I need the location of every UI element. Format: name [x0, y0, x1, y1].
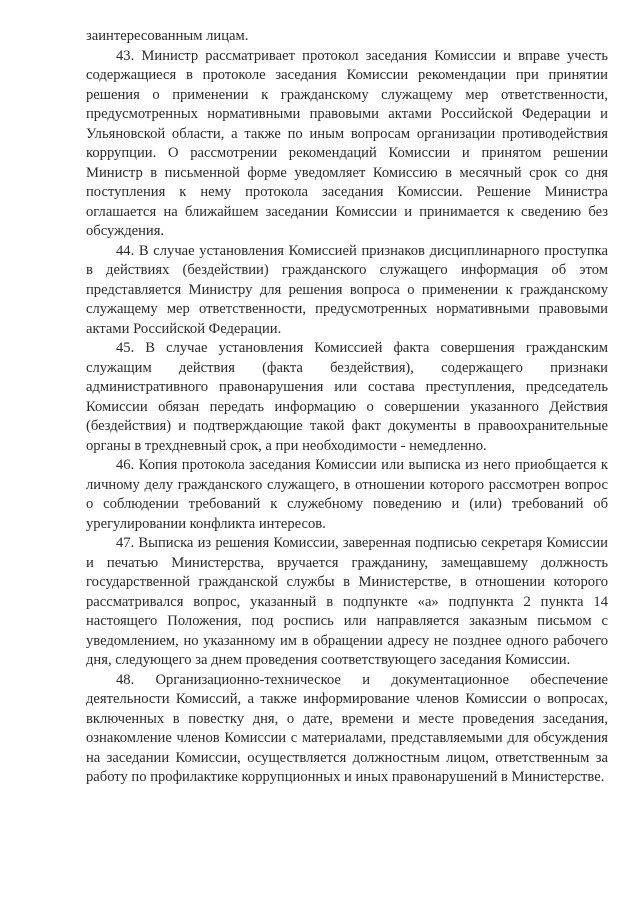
paragraph-45: 45. В случае установления Комиссией факта совершения гражданским служащим действия (факта бездействия), содержащего признаки административного правонарушения или состава преступления, председатель Комиссии обязан передать информацию о совершении указанного Действия (бездействия) и подтверждающие такой факт документы в правоохранительные органы в трехдневный срок, а при необходимости - немедленно.: [86, 340, 608, 454]
paragraph-47: 47. Выписка из решения Комиссии, заверенная подписью секретаря Комиссии и печатью Министерства, вручается гражданину, замещавшему должность государственной гражданской службы в Министерстве, в отношении которого рассматривался вопрос, указанный в подпункте «а» подпункта 2 пункта 14 настоящего Положения, под роспись или направляется заказным письмом с уведомлением, но указанному им в обращении адресу не позднее одного рабочего дня, следующего за днем проведения соответствующего заседания Комиссии.: [86, 535, 608, 668]
paragraph-44: 44. В случае установления Комиссией признаков дисциплинарного проступка в действиях (бездействии) гражданского служащего информация об этом представляется Министру для решения вопроса о применении к гражданскому служащему мер ответственности, предусмотренных нормативными правовыми актами Российской Федерации.: [86, 242, 608, 337]
paragraph-46: 46. Копия протокола заседания Комиссии или выписка из него приобщается к личному делу гражданского служащего, в отношении которого рассмотрен вопрос о соблюдении требований к служебному поведению и (или) требований об урегулировании конфликта интересов.: [86, 457, 608, 532]
paragraph-43: 43. Министр рассматривает протокол заседания Комиссии и вправе учесть содержащиеся в протоколе заседания Комиссии рекомендации при принятии решения о применении к гражданскому служащему мер ответственности, предусмотренных нормативными правовыми актами Российской Федерации и Ульяновской области, а также по иным вопросам организации противодействия коррупции. О рассмотрении рекомендаций Комиссии и принятом решении Министр в письменной форме уведомляет Комиссию в месячный срок со дня поступления к нему протокола заседания Комиссии. Решение Министра оглашается на ближайшем заседании Комиссии и принимается к сведению без обсуждения.: [86, 47, 608, 239]
paragraph-48: 48. Организационно-техническое и документационное обеспечение деятельности Комиссий, а также информирование членов Комиссии о вопросах, включенных в повестку дня, о дате, времени и месте проведения заседания, ознакомление членов Комиссии с материалами, представляемыми для обсуждения на заседании Комиссии, осуществляется должностным лицом, ответственным за работу по профилактике коррупционных и иных правонарушений в Министерстве.: [86, 671, 608, 785]
opening-line: заинтересованным лицам.: [86, 28, 249, 44]
